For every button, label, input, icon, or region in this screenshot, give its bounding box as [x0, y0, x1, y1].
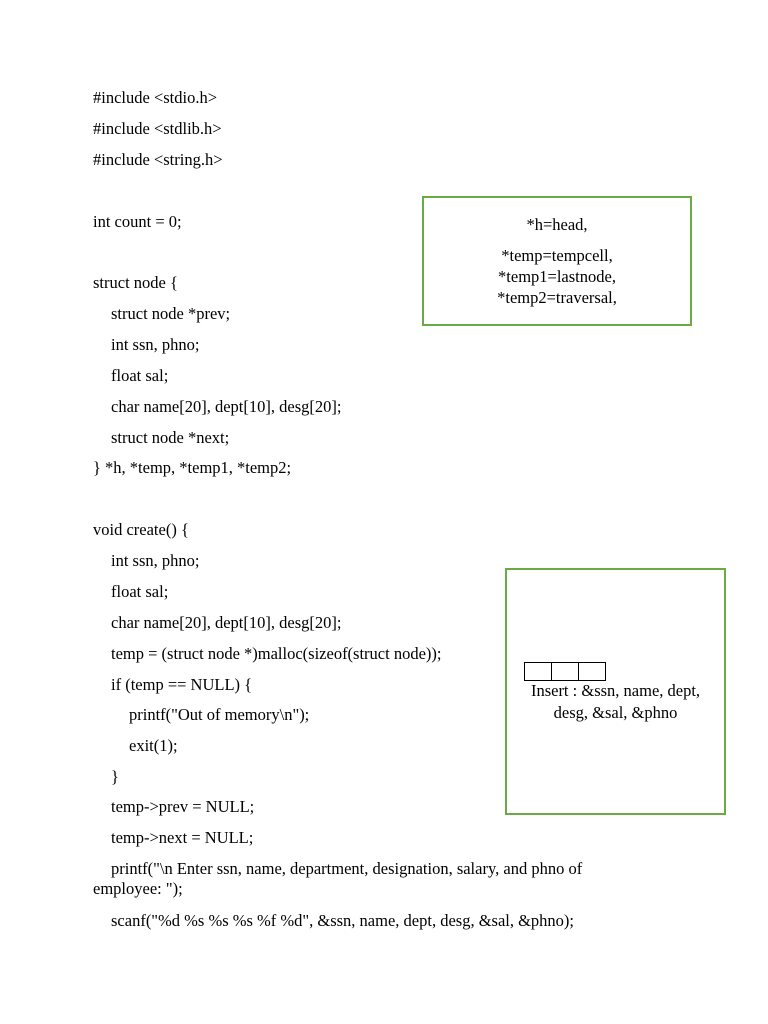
code-line-local-ssn: int ssn, phno;: [111, 551, 200, 570]
code-line-include-string: #include <string.h>: [93, 150, 223, 169]
code-line-ssn-phno: int ssn, phno;: [111, 335, 200, 354]
node-cell-next: [578, 662, 606, 681]
code-line-local-char: char name[20], dept[10], desg[20];: [111, 613, 342, 632]
code-line-include-stdio: #include <stdio.h>: [93, 88, 218, 107]
code-line-if-null: if (temp == NULL) {: [111, 675, 253, 694]
pointer-legend-temp2: *temp2=traversal,: [497, 288, 617, 307]
code-line-if-close: }: [111, 767, 119, 786]
node-cells-diagram: [524, 662, 606, 681]
code-line-printf-prompt: printf("\n Enter ssn, name, department, designation, salary, and phno of employee: ");: [93, 859, 583, 898]
code-line-prev-null: temp->prev = NULL;: [111, 797, 255, 816]
code-line-printf-oom: printf("Out of memory\n");: [129, 705, 310, 724]
code-line-local-sal: float sal;: [111, 582, 169, 601]
pointer-legend-head: *h=head,: [526, 215, 588, 234]
code-line-exit: exit(1);: [129, 736, 178, 755]
code-line-prev: struct node *prev;: [111, 304, 231, 323]
node-cell-data: [551, 662, 579, 681]
code-line-next-null: temp->next = NULL;: [111, 828, 254, 847]
pointer-legend-temp1: *temp1=lastnode,: [498, 267, 616, 286]
code-line-sal: float sal;: [111, 366, 169, 385]
insert-label-line1: Insert : &ssn, name, dept,: [530, 681, 701, 700]
node-cell-prev: [524, 662, 552, 681]
code-line-include-stdlib: #include <stdlib.h>: [93, 119, 222, 138]
code-line-next: struct node *next;: [111, 428, 230, 447]
code-line-char-fields: char name[20], dept[10], desg[20];: [111, 397, 342, 416]
pointer-legend-box: [422, 196, 692, 326]
insert-label-line2: desg, &sal, &phno: [553, 703, 678, 722]
code-line-struct-open: struct node {: [93, 273, 178, 292]
code-line-struct-close: } *h, *temp, *temp1, *temp2;: [93, 458, 292, 477]
code-line-malloc: temp = (struct node *)malloc(sizeof(struct node));: [111, 644, 442, 663]
code-line-count: int count = 0;: [93, 212, 182, 231]
code-line-create-open: void create() {: [93, 520, 189, 539]
pointer-legend-temp: *temp=tempcell,: [501, 246, 613, 265]
code-line-scanf: scanf("%d %s %s %s %f %d", &ssn, name, dept, desg, &sal, &phno);: [111, 911, 575, 930]
insert-diagram-box: [505, 568, 726, 815]
